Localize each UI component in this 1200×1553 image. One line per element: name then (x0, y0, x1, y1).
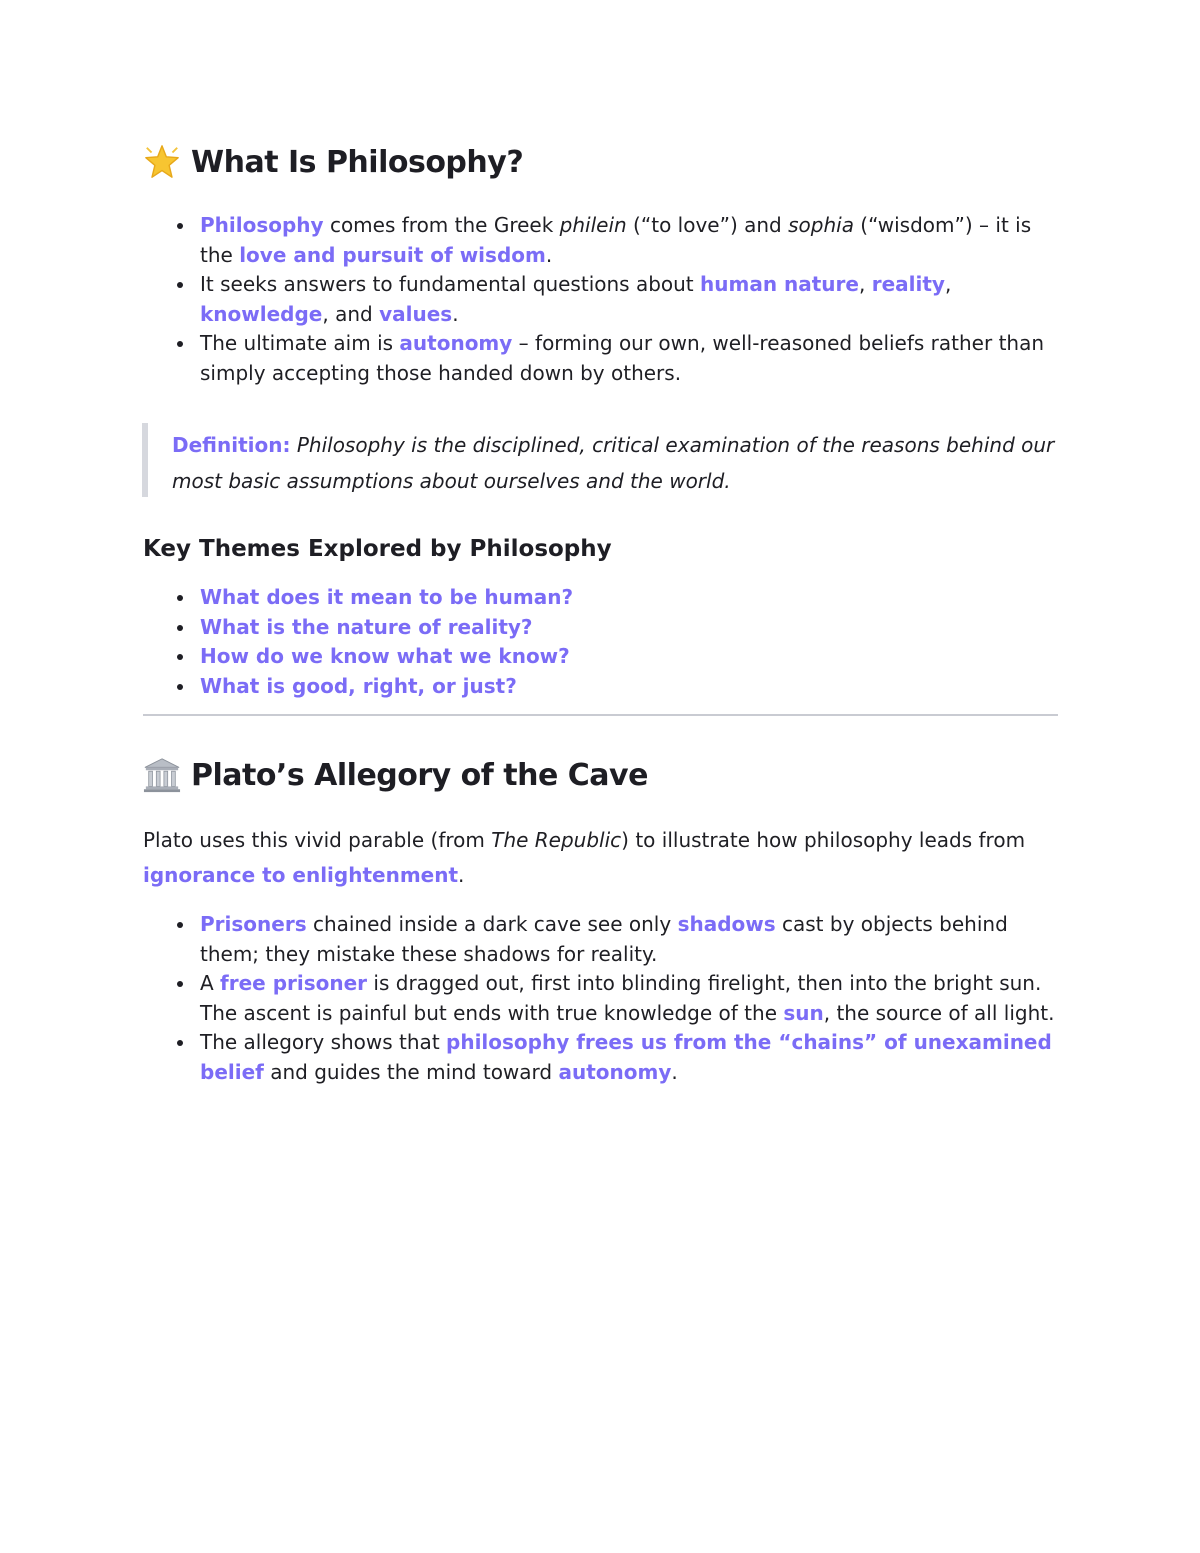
classical-building-icon (143, 756, 181, 794)
list-item: What does it mean to be human? (170, 583, 1070, 613)
definition-blockquote (142, 423, 1078, 497)
text: Philosophy is the disciplined, critical examination of the reasons behind our most basic assumptions about ourselves and the world. (172, 433, 1055, 493)
section-title: What Is Philosophy? (191, 144, 524, 180)
text: cast by objects behind them; they mistake these shadows for reality. (200, 912, 1008, 966)
section-heading-cave (143, 756, 648, 794)
text: , (944, 272, 952, 297)
list-item (170, 910, 1070, 969)
text: A (200, 971, 221, 996)
term-sophia: sophia (788, 213, 854, 237)
text: Plato uses this vivid parable (from (143, 828, 492, 852)
list-item (170, 270, 1070, 329)
text: . (671, 1059, 678, 1084)
highlight: Prisoners (200, 912, 307, 936)
subheading-key-themes: Key Themes Explored by Philosophy (143, 536, 612, 562)
text: , (858, 272, 872, 297)
book-title: The Republic (491, 828, 622, 852)
highlight: sun (783, 1000, 824, 1025)
highlight: shadows (677, 912, 776, 936)
list-item (170, 1028, 1070, 1087)
text: The ultimate aim is (200, 331, 400, 356)
cave-bullet-list (170, 910, 1070, 1088)
intro-bullet-list (170, 211, 1070, 389)
definition-label: Definition: (172, 433, 291, 457)
list-item (170, 211, 1070, 270)
divider (143, 714, 1058, 716)
term-philosophy: Philosophy (200, 213, 324, 237)
list-item (170, 969, 1070, 1028)
text: , and (322, 301, 380, 326)
highlight: free prisoner (220, 971, 368, 996)
highlight: autonomy (399, 331, 513, 356)
text: – forming our own, well-reasoned beliefs rather than simply accepting those handed down by others. (200, 331, 1045, 385)
themes-list (170, 583, 1070, 701)
text: and guides the mind toward (263, 1059, 559, 1084)
text: The allegory shows that (200, 1030, 447, 1055)
text: . (545, 242, 553, 267)
text: (“to love”) and (626, 213, 789, 237)
star-icon (143, 143, 181, 181)
list-item: How do we know what we know? (170, 642, 1070, 672)
list-item: What is the nature of reality? (170, 613, 1070, 643)
list-item (170, 329, 1070, 388)
text: . (458, 863, 465, 887)
highlight: values (379, 301, 453, 326)
highlight: love and pursuit of wisdom (239, 242, 546, 267)
highlight: autonomy (558, 1059, 672, 1084)
list-item: What is good, right, or just? (170, 672, 1070, 702)
text: is dragged out, first into blinding firelight, then into the bright sun. The ascent is painful but ends with true knowledge of the (200, 971, 1042, 1025)
text: comes from the Greek (323, 213, 560, 237)
highlight: human nature (700, 272, 859, 297)
highlight: knowledge (200, 301, 323, 326)
text: It seeks answers to fundamental questions about (200, 272, 700, 297)
highlight: reality (871, 272, 945, 297)
cave-intro-paragraph (143, 823, 1063, 893)
text: . (452, 301, 459, 326)
section-heading-philosophy (143, 143, 523, 181)
text: chained inside a dark cave see only (306, 912, 678, 936)
section-title: Plato’s Allegory of the Cave (191, 757, 648, 793)
text: , the source of all light. (823, 1000, 1055, 1025)
definition-text (172, 427, 1072, 499)
highlight: philosophy frees us from the “chains” of unexamined belief (200, 1030, 1052, 1084)
text: ) to illustrate how philosophy leads from (621, 828, 1026, 852)
highlight: ignorance to enlightenment (143, 863, 459, 887)
term-philein: philein (559, 213, 627, 237)
text: (“wisdom”) – it is the (200, 213, 1032, 267)
